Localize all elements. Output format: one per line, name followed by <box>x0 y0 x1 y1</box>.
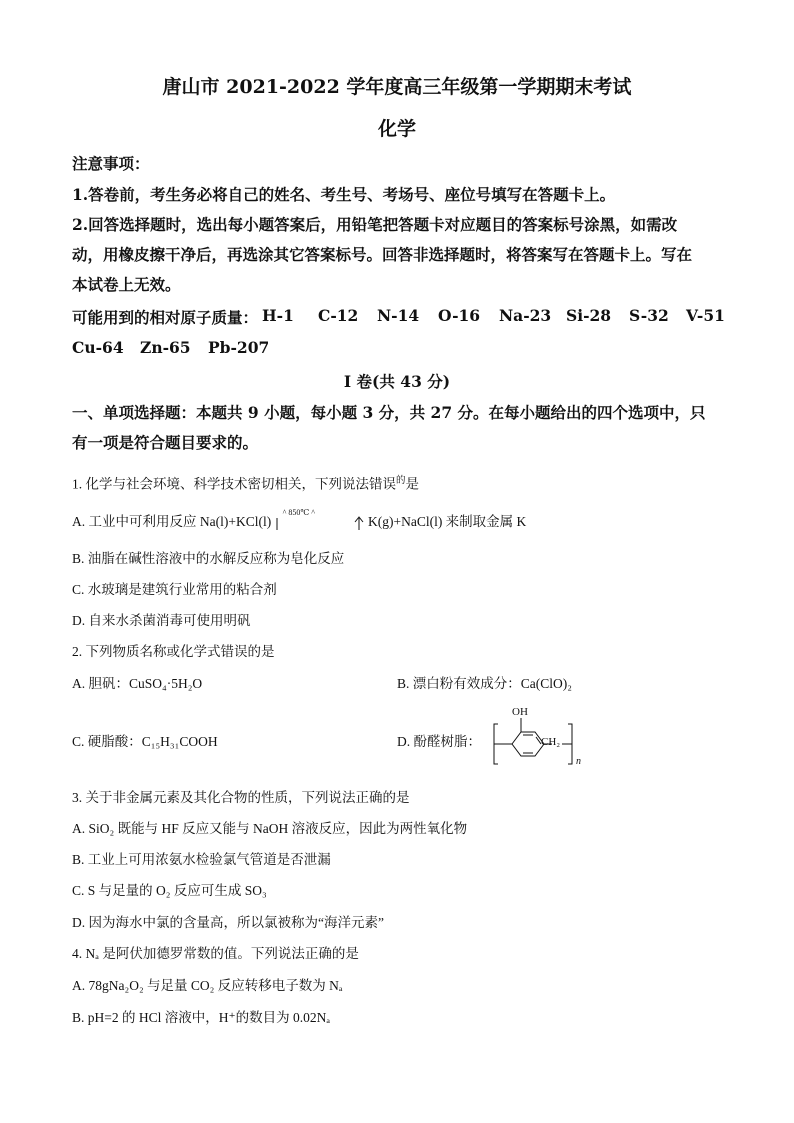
q3-option-b: B. 工业上可用浓氨水检验氯气管道是否泄漏 <box>72 852 331 867</box>
q1-option-c: C. 水玻璃是建筑行业常用的粘合剂 <box>72 582 277 597</box>
q3-stem: 3. 关于非金属元素及其化合物的性质，下列说法正确的是 <box>72 790 410 805</box>
q1-option-b: B. 油脂在碱性溶液中的水解反应称为皂化反应 <box>72 551 345 566</box>
q2-option-b: B. 漂白粉有效成分：Ca(ClO)₂ <box>397 676 572 691</box>
reaction-arrow <box>275 508 365 526</box>
ch2-label: CH₂ <box>541 736 561 748</box>
q1-option-a-suffix: K(g)+NaCl(l) 来制取金属 K <box>367 514 527 529</box>
oh-label: OH <box>512 706 528 718</box>
q1-option-a <box>72 510 526 530</box>
atomic-mass-item: V-51 <box>686 306 725 325</box>
q4-option-b: B. pH=2 的 HCl 溶液中，H⁺的数目为 0.02Nₐ <box>72 1010 331 1025</box>
q3-option-a: A. SiO₂ 既能与 HF 反应又能与 NaOH 溶液反应，因此为两性氧化物 <box>72 821 468 836</box>
q2-option-a: A. 胆矾：CuSO₄·5H₂O <box>72 676 203 691</box>
atomic-masses-row-2 <box>72 338 372 358</box>
q4-stem: 4. Nₐ 是阿伏加德罗常数的值。下列说法正确的是 <box>72 946 359 961</box>
part-heading: I 卷(共 43 分) <box>343 372 451 391</box>
q3-option-d: D. 因为海水中氯的含量高，所以氯被称为“海洋元素” <box>72 915 384 930</box>
phenolic-resin-structure <box>492 706 592 774</box>
q4-option-a: A. 78gNa₂O₂ 与足量 CO₂ 反应转移电子数为 Nₐ <box>72 978 343 993</box>
atomic-mass-item: O-16 <box>438 306 481 325</box>
q2-stem: 2. 下列物质名称或化学式错误的是 <box>72 644 275 659</box>
atomic-mass-item: Cu-64 <box>72 338 124 357</box>
atomic-mass-item: H-1 <box>262 306 294 325</box>
exam-title: 唐山市 2021-2022 学年度高三年级第一学期期末考试 <box>162 76 632 98</box>
section-heading-line-2: 有一项是符合题目要求的。 <box>72 433 259 452</box>
q1-option-d: D. 自来水杀菌消毒可使用明矾 <box>72 613 251 628</box>
q1-option-a-prefix: A. 工业中可利用反应 Na(l)+KCl(l) <box>72 514 272 529</box>
q1-stem-text: 1. 化学与社会环境、科学技术密切相关，下列说法错误 <box>72 476 396 492</box>
q1-stem <box>72 472 419 493</box>
atomic-mass-item: Pb-207 <box>208 338 270 357</box>
n-subscript-label: n <box>576 756 581 767</box>
notice-item-2-line-2: 动，用橡皮擦干净后，再选涂其它答案标号。回答非选择题时，将答案写在答题卡上。写在 <box>72 245 693 264</box>
notice-item-2-line-1: 2.回答选择题时，选出每小题答案后，用铅笔把答题卡对应题目的答案标号涂黑，如需改 <box>72 215 678 234</box>
atomic-mass-item: S-32 <box>629 306 669 325</box>
q2-option-c: C. 硬脂酸：C₁₅H₃₁COOH <box>72 734 218 749</box>
notice-item-1: 1.答卷前，考生务必将自己的姓名、考生号、考场号、座位号填写在答题卡上。 <box>72 185 616 204</box>
atomic-mass-item: C-12 <box>318 306 359 325</box>
atomic-mass-item: Si-28 <box>566 306 612 325</box>
reaction-condition: ^ 850℃ ^ <box>282 508 316 517</box>
reversible-arrow-icon <box>275 514 365 532</box>
q3-option-c: C. S 与足量的 O₂ 反应可生成 SO₃ <box>72 883 267 898</box>
notice-heading: 注意事项： <box>72 154 150 173</box>
atomic-mass-item: N-14 <box>377 306 420 325</box>
q1-stem-sup: 的 <box>396 476 406 486</box>
atomic-masses-row-1 <box>72 306 732 326</box>
atomic-mass-item: Zn-65 <box>140 338 191 357</box>
section-heading-line-1: 一、单项选择题：本题共 9 小题，每小题 3 分，共 27 分。在每小题给出的四个选项中，只 <box>72 403 706 422</box>
atomic-mass-item: Na-23 <box>499 306 552 325</box>
atomic-masses-label: 可能用到的相对原子质量： <box>72 308 259 327</box>
q2-option-d: D. 酚醛树脂： <box>397 734 481 749</box>
notice-item-2-line-3: 本试卷上无效。 <box>72 275 181 294</box>
subject-title: 化学 <box>377 118 416 140</box>
q1-stem-end: 是 <box>405 476 419 492</box>
